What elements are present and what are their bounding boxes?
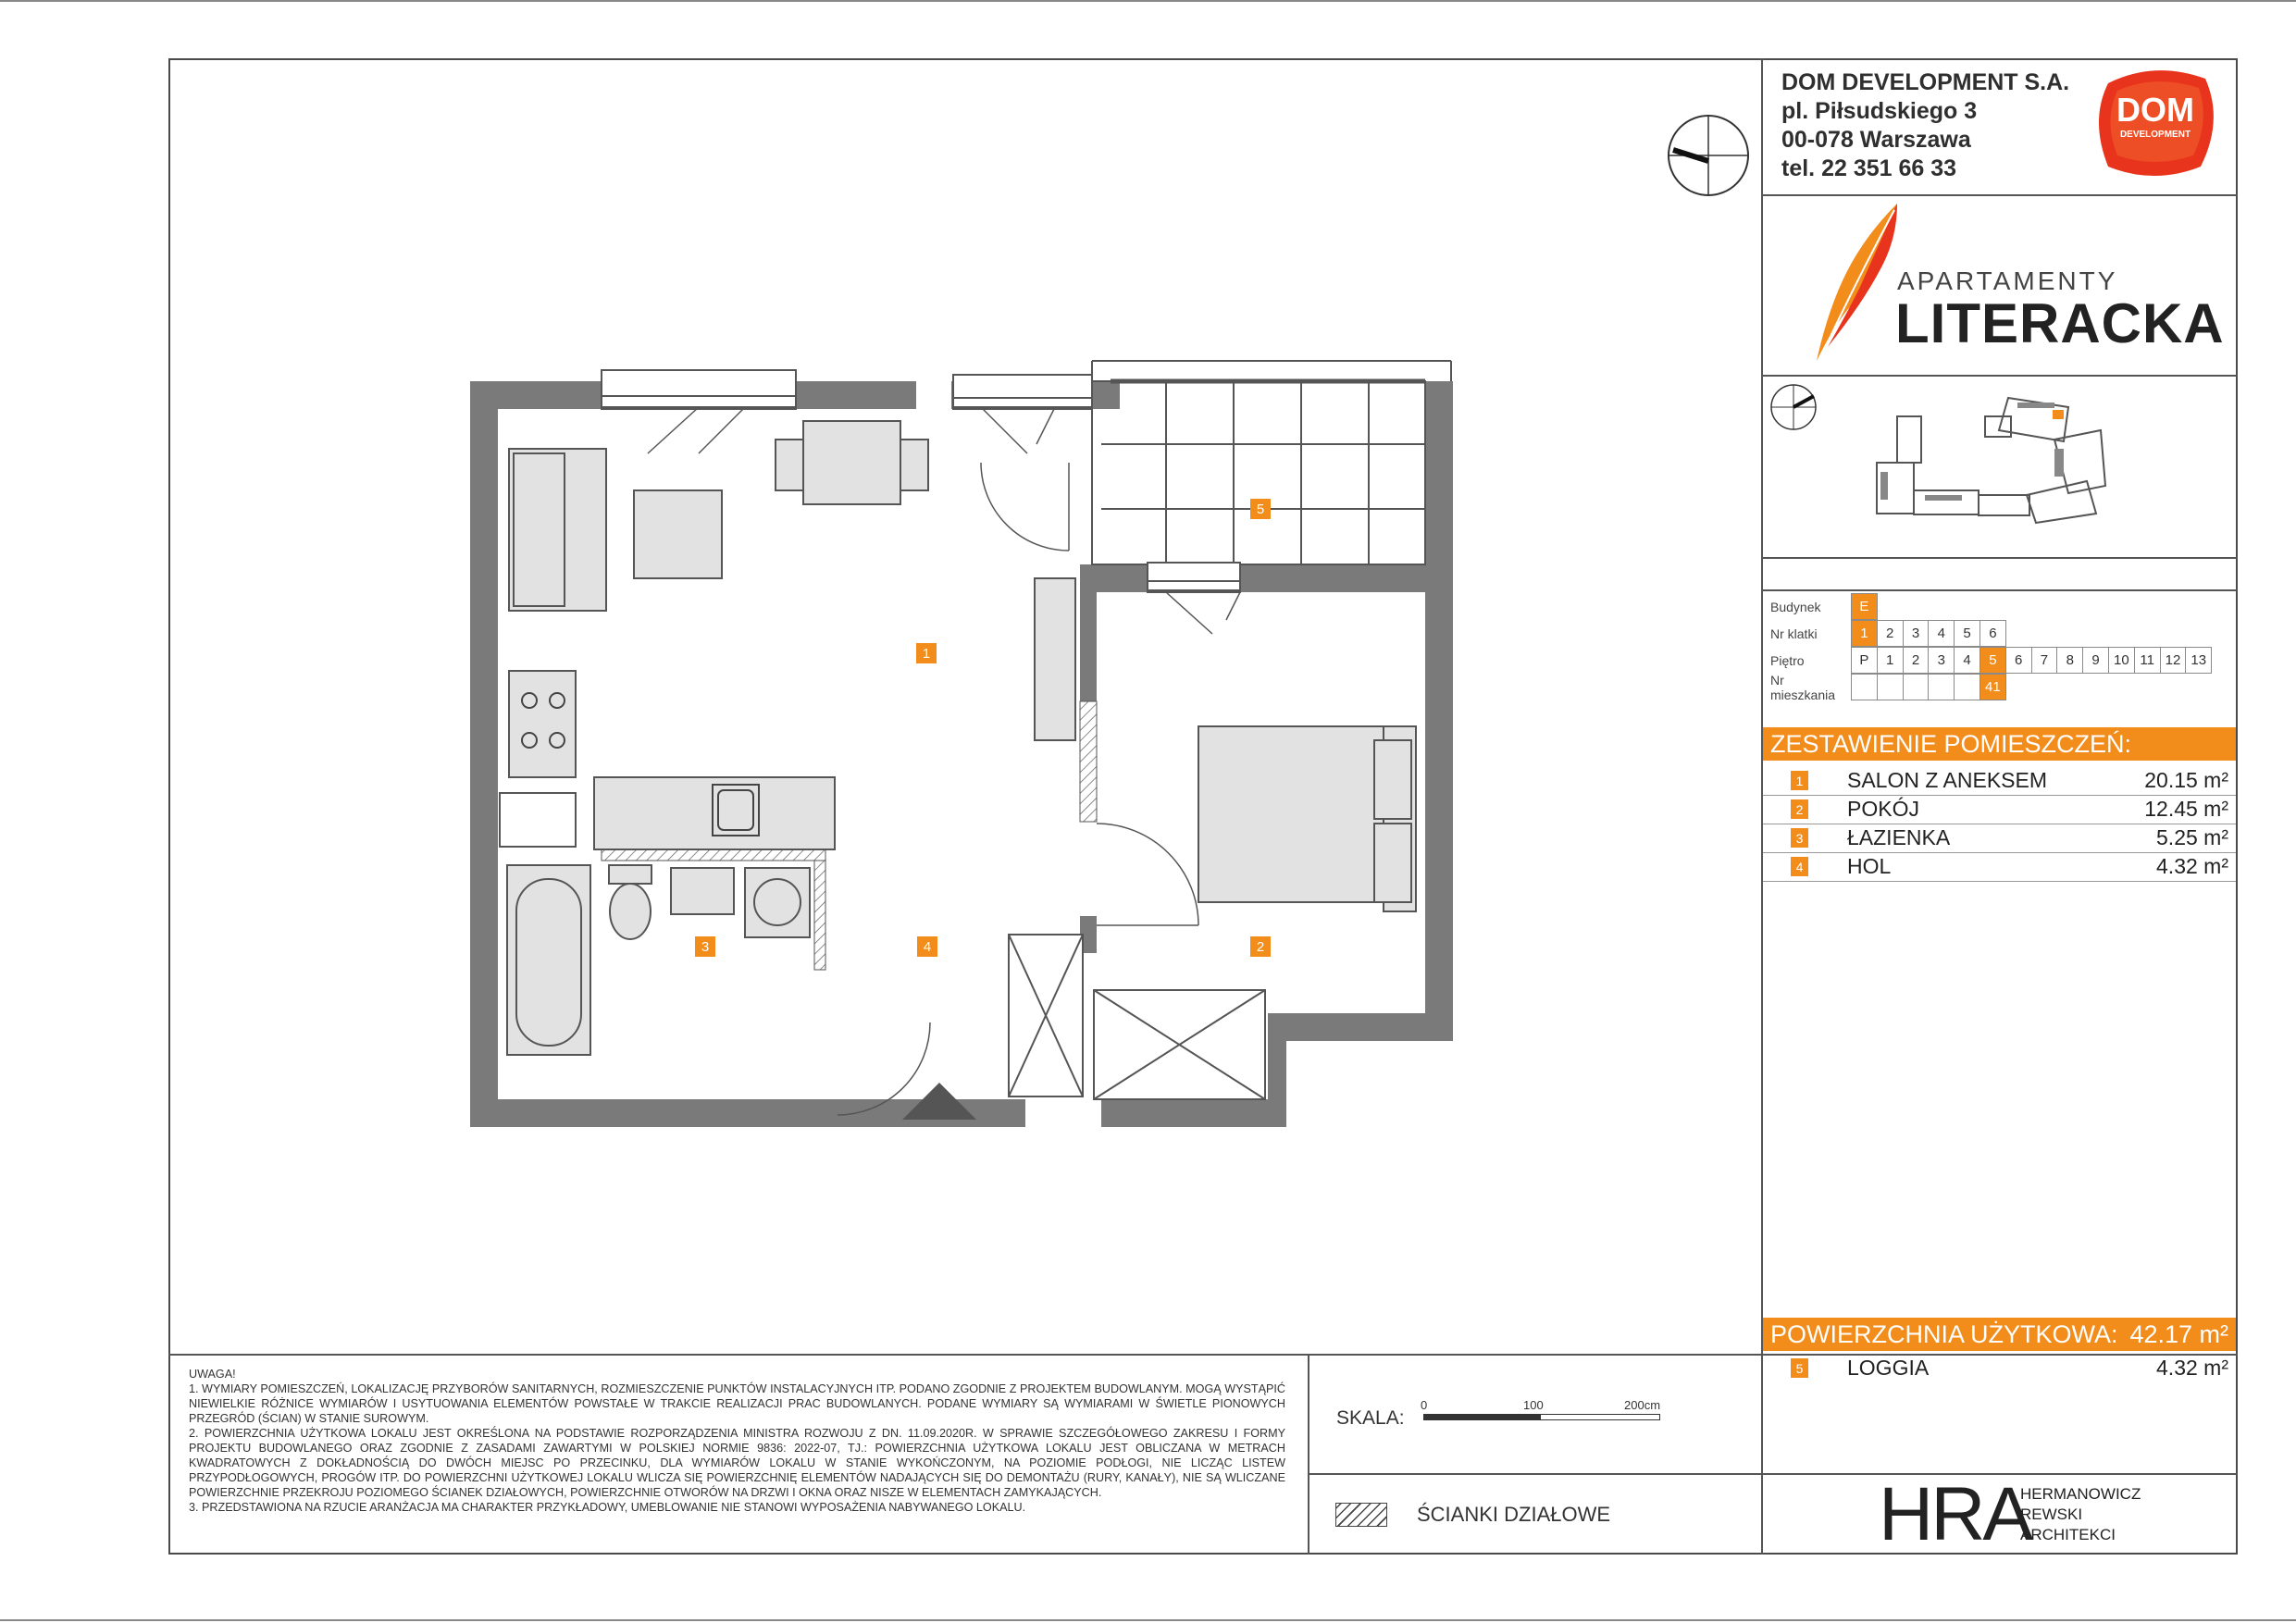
architect-mark: HRA	[1879, 1472, 2031, 1556]
selector-cell	[1851, 674, 1878, 700]
selector-cell	[1877, 674, 1904, 700]
project-subtitle: APARTAMENTY	[1897, 266, 2118, 295]
total-area-bar	[1763, 1318, 2236, 1351]
room-name: SALON Z ANEKSEM	[1847, 768, 2048, 792]
selector-cell: E	[1851, 593, 1878, 620]
logo-text-dom: DOM	[2116, 91, 2194, 129]
selector-row-budynek	[1763, 593, 1877, 620]
footer-line	[1308, 1473, 1761, 1475]
panel-line	[1761, 557, 2237, 559]
architect-line-3: ARCHITEKCI	[2020, 1526, 2116, 1543]
room-name: ŁAZIENKA	[1847, 825, 1951, 849]
selector-cell: 2	[1903, 647, 1930, 674]
total-area-label: POWIERZCHNIA UŻYTKOWA:	[1770, 1319, 2118, 1348]
selector-label: Nr mieszkania	[1770, 672, 1836, 702]
selector-cell: 3	[1928, 647, 1955, 674]
rooms-header	[1763, 727, 2236, 761]
room-row	[1763, 852, 2236, 882]
notes	[189, 1367, 1285, 1515]
legend-label: ŚCIANKI DZIAŁOWE	[1417, 1503, 1611, 1526]
company-address	[1781, 68, 2069, 183]
loggia-row	[1763, 1354, 2236, 1382]
selector-row-mieszkanie	[1763, 674, 2005, 700]
page-top-line	[0, 0, 2296, 2]
plan-tag-loggia: 5	[1250, 499, 1271, 519]
building-key-plan	[1869, 384, 2128, 541]
selector-cell	[1928, 674, 1955, 700]
floor-plan	[463, 342, 1481, 1134]
room-name: HOL	[1847, 854, 1892, 878]
footer-divider	[1308, 1354, 1309, 1555]
company-phone: tel. 22 351 66 33	[1781, 155, 1957, 181]
room-area: 5.25 m²	[2156, 825, 2228, 849]
selector-cell: 1	[1877, 647, 1904, 674]
room-number-badge: 5	[1791, 1358, 1808, 1378]
plan-tag-pokoj: 2	[1250, 936, 1271, 957]
room-row	[1763, 795, 2236, 824]
rooms-header-text: ZESTAWIENIE POMIESZCZEŃ:	[1770, 729, 2132, 758]
partition-wall-swatch-icon	[1335, 1503, 1387, 1527]
room-number-badge: 4	[1791, 857, 1808, 876]
logo-text-development: DEVELOPMENT	[2119, 130, 2191, 140]
selector-cell: 11	[2134, 647, 2161, 674]
selector-row-pietro	[1763, 647, 2211, 674]
selector-cell: 4	[1954, 647, 1980, 674]
scale-tick-200: 200cm	[1624, 1398, 1661, 1412]
page-bottom-line	[0, 1619, 2296, 1621]
note-2: 2. POWIERZCHNIA UŻYTKOWA LOKALU JEST OKREŚLONA NA PODSTAWIE ROZPORZĄDZENIA MINISTRA ROZWOJU Z DN. 11.09.2020R. W SPRAWIE SZCZEGÓŁOWEGO ZAKRESU I FORMY PROJEKTU BUDOWLANEGO ORAZ ZGODNIE Z ZASADAMI ZAWARTYMI W POLSKIEJ NORMIE 9836: 2022-07, TJ.: POWIERZCHNIA UŻYTKOWA LOKALU JEST OBLICZANA W METRACH KWADRATOWYCH Z DOKŁADNOŚCIĄ DO DWÓCH MIEJSC PO PRZECINKU, DLA WYMIARÓW LOKALU W STANIE WYKOŃCZONYM, NA POZIOMIE PODŁOGI, NIE LICZĄC LISTEW PRZYPODŁOGOWYCH, PROGÓW ITP. DO POWIERZCHNI UŻYTKOWEJ LOKALU WLICZA SIĘ POWIERZCHNIĘ ELEMENTÓW NADAJĄCYCH SIĘ DO DEMONTAŻU (RURY, KANAŁY), NIE SĄ WLICZANE POWIERZCHNIE PRZEKROJU POZIOMEGO ŚCIANEK DZIAŁOWYCH, POWIERZCHNIE OTWORÓW NA DRZWI I OKNA ORAZ NISZE W ELEMENTACH ZAMYKAJĄCYCH.	[189, 1427, 1285, 1499]
total-area-value: 42.17 m²	[2129, 1319, 2228, 1348]
room-name: POKÓJ	[1847, 797, 1919, 821]
architect-line-1: HERMANOWICZ	[2020, 1485, 2141, 1503]
selector-cell: 5	[1954, 620, 1980, 647]
selector-label: Nr klatki	[1770, 626, 1818, 641]
panel-line	[1761, 375, 2237, 377]
room-number-badge: 3	[1791, 828, 1808, 848]
scale-tick-0: 0	[1421, 1398, 1428, 1412]
selector-cell	[1954, 674, 1980, 700]
selector-row-klatka	[1763, 620, 2005, 647]
selector-cell: 2	[1877, 620, 1904, 647]
company-name: DOM DEVELOPMENT S.A.	[1781, 69, 2070, 95]
panel-line	[1761, 194, 2237, 196]
room-area: 4.32 m²	[2156, 854, 2228, 878]
selector-cell: 7	[2031, 647, 2058, 674]
keyplan-compass-icon	[1769, 383, 1818, 436]
selector-cell: 9	[2082, 647, 2109, 674]
room-number-badge: 1	[1791, 771, 1808, 790]
note-1: 1. WYMIARY POMIESZCZEŃ, LOKALIZACJĘ PRZYBORÓW SANITARNYCH, ROZMIESZCZENIE PUNKTÓW INSTALACYJNYCH ITP. PODANO ZGODNIE Z PROJEKTEM BUDOWLANYM. MOGĄ WYSTĄPIĆ NIEWIELKIE RÓŻNICE WYMIARÓW I USYTUOWANIA ELEMENTÓW POWSTAŁE W TRAKCIE REALIZACJI PRAC BUDOWLANYCH. PODANE WYMIARY SĄ WYMIARAMI W ŚWIETLE PIONOWYCH PRZEGRÓD (ŚCIAN) W STANIE SUROWYM.	[189, 1382, 1285, 1425]
architect-line-2: REWSKI	[2020, 1505, 2083, 1523]
plan-tag-salon: 1	[916, 643, 937, 663]
dom-development-logo	[2090, 65, 2221, 180]
company-city: 00-078 Warszawa	[1781, 127, 1971, 153]
architect-name	[2020, 1484, 2141, 1545]
panel-line	[1761, 589, 2237, 591]
notes-title: UWAGA!	[189, 1368, 236, 1381]
company-street: pl. Piłsudskiego 3	[1781, 98, 1978, 124]
selector-cell: 12	[2160, 647, 2187, 674]
selector-cell: 4	[1928, 620, 1955, 647]
room-area: 20.15 m²	[2144, 768, 2228, 792]
scale-tick-100: 100	[1523, 1398, 1544, 1412]
selector-cell: 1	[1851, 620, 1878, 647]
selector-cell: 41	[1980, 674, 2006, 700]
selector-cell: 10	[2108, 647, 2135, 674]
room-name: LOGGIA	[1847, 1356, 1930, 1380]
selector-cell: 13	[2185, 647, 2212, 674]
compass-icon	[1666, 113, 1751, 203]
selector-cell: 6	[1980, 620, 2006, 647]
selector-cell	[1903, 674, 1930, 700]
room-row	[1763, 824, 2236, 853]
selector-label: Budynek	[1770, 599, 1821, 614]
room-row	[1763, 766, 2236, 796]
note-3: 3. PRZEDSTAWIONA NA RZUCIE ARANŻACJA MA CHARAKTER PRZYKŁADOWY, UMEBLOWANIE NIE STANOWI WYPOSAŻENIA NABYWANEGO LOKALU.	[189, 1501, 1026, 1514]
selector-cell: 8	[2056, 647, 2083, 674]
room-area: 12.45 m²	[2144, 797, 2228, 821]
scale-label: SKALA:	[1336, 1407, 1405, 1429]
room-number-badge: 2	[1791, 799, 1808, 819]
plan-tag-lazienka: 3	[695, 936, 715, 957]
project-title: LITERACKA	[1895, 292, 2225, 354]
room-area: 4.32 m²	[2156, 1356, 2228, 1380]
selector-cell: 5	[1980, 647, 2006, 674]
selector-cell: 6	[2005, 647, 2032, 674]
plan-tag-hol: 4	[917, 936, 937, 957]
selector-cell: P	[1851, 647, 1878, 674]
selector-cell: 3	[1903, 620, 1930, 647]
scale-bar	[1423, 1414, 1660, 1420]
selector-label: Piętro	[1770, 652, 1805, 668]
